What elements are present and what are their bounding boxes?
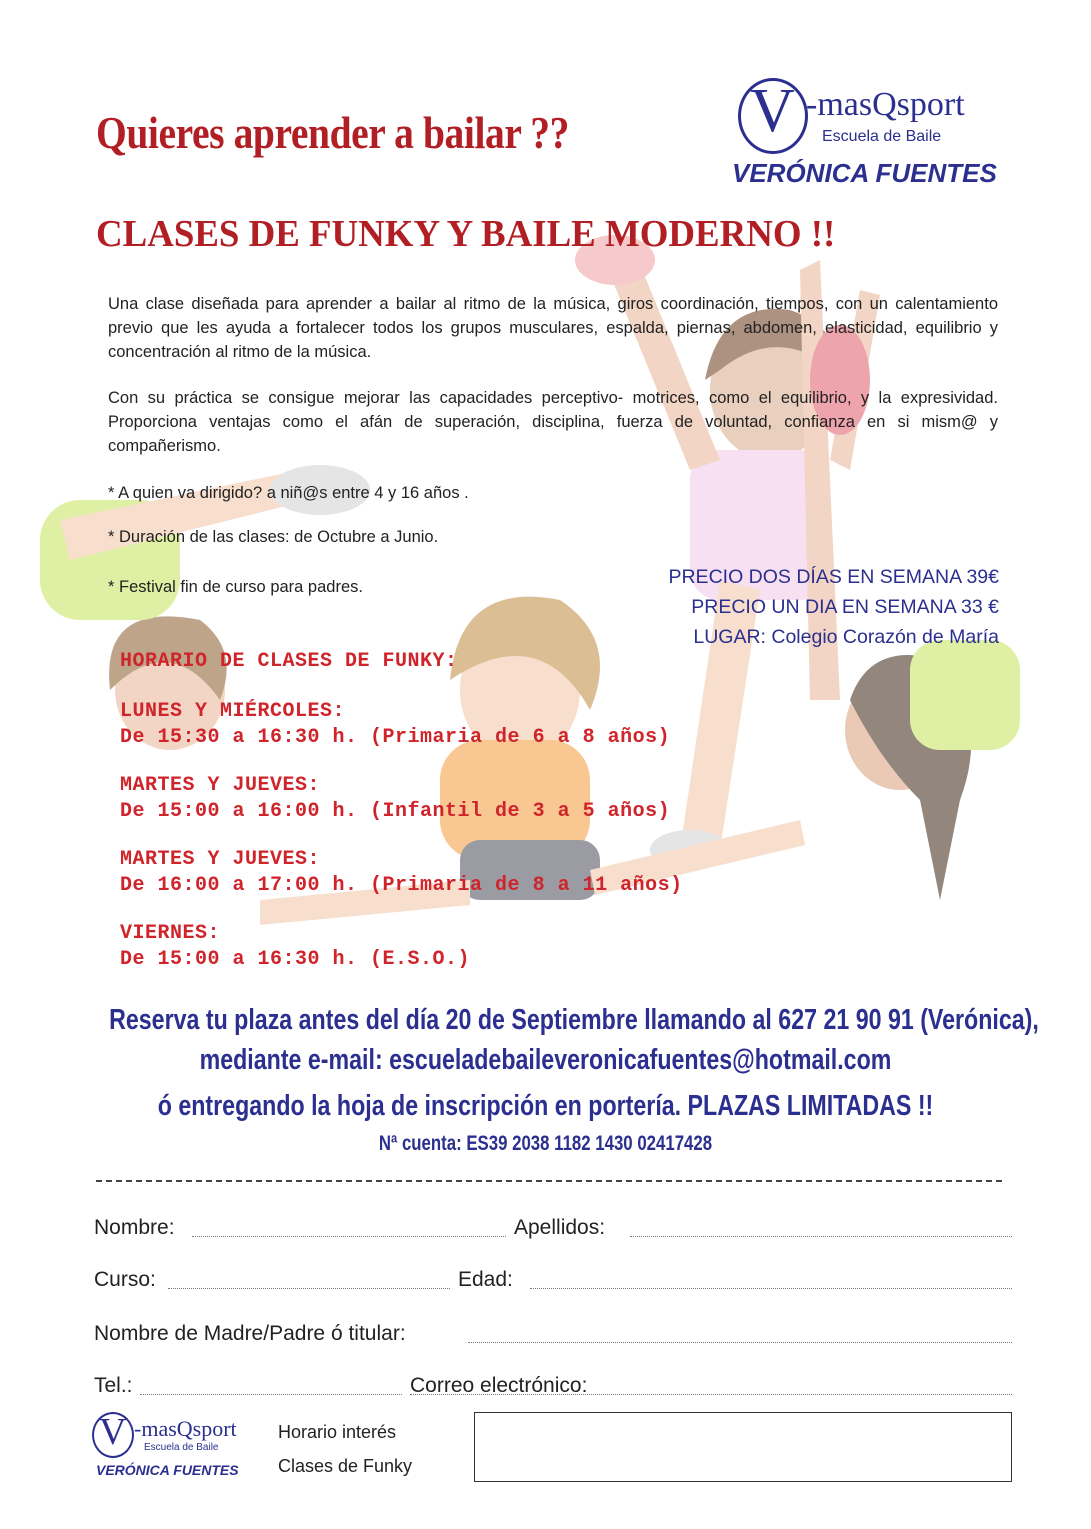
interest-label-2: Clases de Funky [278,1456,413,1476]
bullet-audience: * A quien va dirigido? a niñ@s entre 4 y 16 años . [108,484,469,502]
schedule-time: De 15:00 a 16:00 h. (Infantil de 3 a 5 años) [120,800,671,823]
apellidos-field[interactable] [630,1236,1012,1237]
schedule-days: VIERNES: [120,922,221,945]
schedule-days: MARTES Y JUEVES: [120,848,321,871]
logo-v-letter: V [750,77,795,145]
dancer-right-shirt [910,640,1020,750]
tutor-label: Nombre de Madre/Padre ó titular: [94,1322,406,1345]
reservation-line-2: mediante e-mail: escueladebaileveronicafuentes@hotmail.com [199,1044,892,1076]
logo-small-subtitle: Escuela de Baile [144,1442,219,1453]
schedule-time: De 16:00 a 17:00 h. (Primaria de 8 a 11 años) [120,874,683,897]
price-one-day: PRECIO UN DIA EN SEMANA 33 € [691,596,999,618]
curso-field[interactable] [168,1288,450,1289]
bank-account: Nª cuenta: ES39 2038 1182 1430 02417428 [378,1132,713,1155]
logo-brand: -masQsport [806,86,965,123]
schedule-days: LUNES Y MIÉRCOLES: [120,700,346,723]
correo-field[interactable] [410,1394,1012,1395]
intro-paragraph-2: Con su práctica se consigue mejorar las capacidades perceptivo- motrices, como el equilibrio, y la expresividad. Proporciona ventajas como el afán de superación, disciplina, fuerza de voluntad, confianza en si mism@ y compañerismo. [108,389,998,455]
correo-label: Correo electrónico: [410,1374,588,1397]
schedule-title: HORARIO DE CLASES DE FUNKY: [120,650,458,673]
reservation-line-3: ó entregando la hoja de inscripción en portería. PLAZAS LIMITADAS !! [157,1090,934,1122]
schedule-days: MARTES Y JUEVES: [120,774,321,797]
intro-paragraph-1: Una clase diseñada para aprender a bailar al ritmo de la música, giros coordinación, tiempos, con un calentamiento previo que les ayuda a fortalecer todos los grupos musculares, espalda, piernas, abdomen, elasticidad, equilibrio y concentración al ritmo de la música. [108,295,998,361]
logo-small-owner-name: VERÓNICA FUENTES [96,1462,239,1478]
bullet-festival: * Festival fin de curso para padres. [108,578,363,596]
schedule-interest-box[interactable] [474,1412,1012,1482]
nombre-label: Nombre: [94,1216,175,1239]
tel-field[interactable] [140,1394,402,1395]
apellidos-label: Apellidos: [514,1216,606,1239]
reservation-line-1: Reserva tu plaza antes del día 20 de Septiembre llamando al 627 21 90 91 (Verónica), [109,1004,1039,1036]
nombre-field[interactable] [192,1236,506,1237]
logo-small-brand: -masQsport [134,1416,237,1441]
tel-label: Tel.: [94,1374,133,1397]
logo-subtitle: Escuela de Baile [822,128,942,145]
subheadline: CLASES DE FUNKY Y BAILE MODERNO !! [96,213,836,255]
dancer-top-leg2 [680,580,760,850]
schedule-time: De 15:30 a 16:30 h. (Primaria de 6 a 8 años) [120,726,671,749]
logo-small-v-letter: V [99,1411,127,1453]
edad-field[interactable] [530,1288,1012,1289]
class-location: LUGAR: Colegio Corazón de María [693,626,999,648]
schedule-time: De 15:00 a 16:30 h. (E.S.O.) [120,948,471,971]
price-two-days: PRECIO DOS DÍAS EN SEMANA 39€ [668,566,999,588]
logo-owner-name: VERÓNICA FUENTES [732,158,997,188]
bullet-duration: * Duración de las clases: de Octubre a Junio. [108,528,439,546]
tutor-field[interactable] [468,1342,1012,1343]
interest-label-1: Horario interés [278,1422,397,1442]
cut-line-divider [96,1180,1002,1182]
headline: Quieres aprender a bailar ?? [96,107,569,158]
curso-label: Curso: [94,1268,156,1291]
edad-label: Edad: [458,1268,513,1291]
